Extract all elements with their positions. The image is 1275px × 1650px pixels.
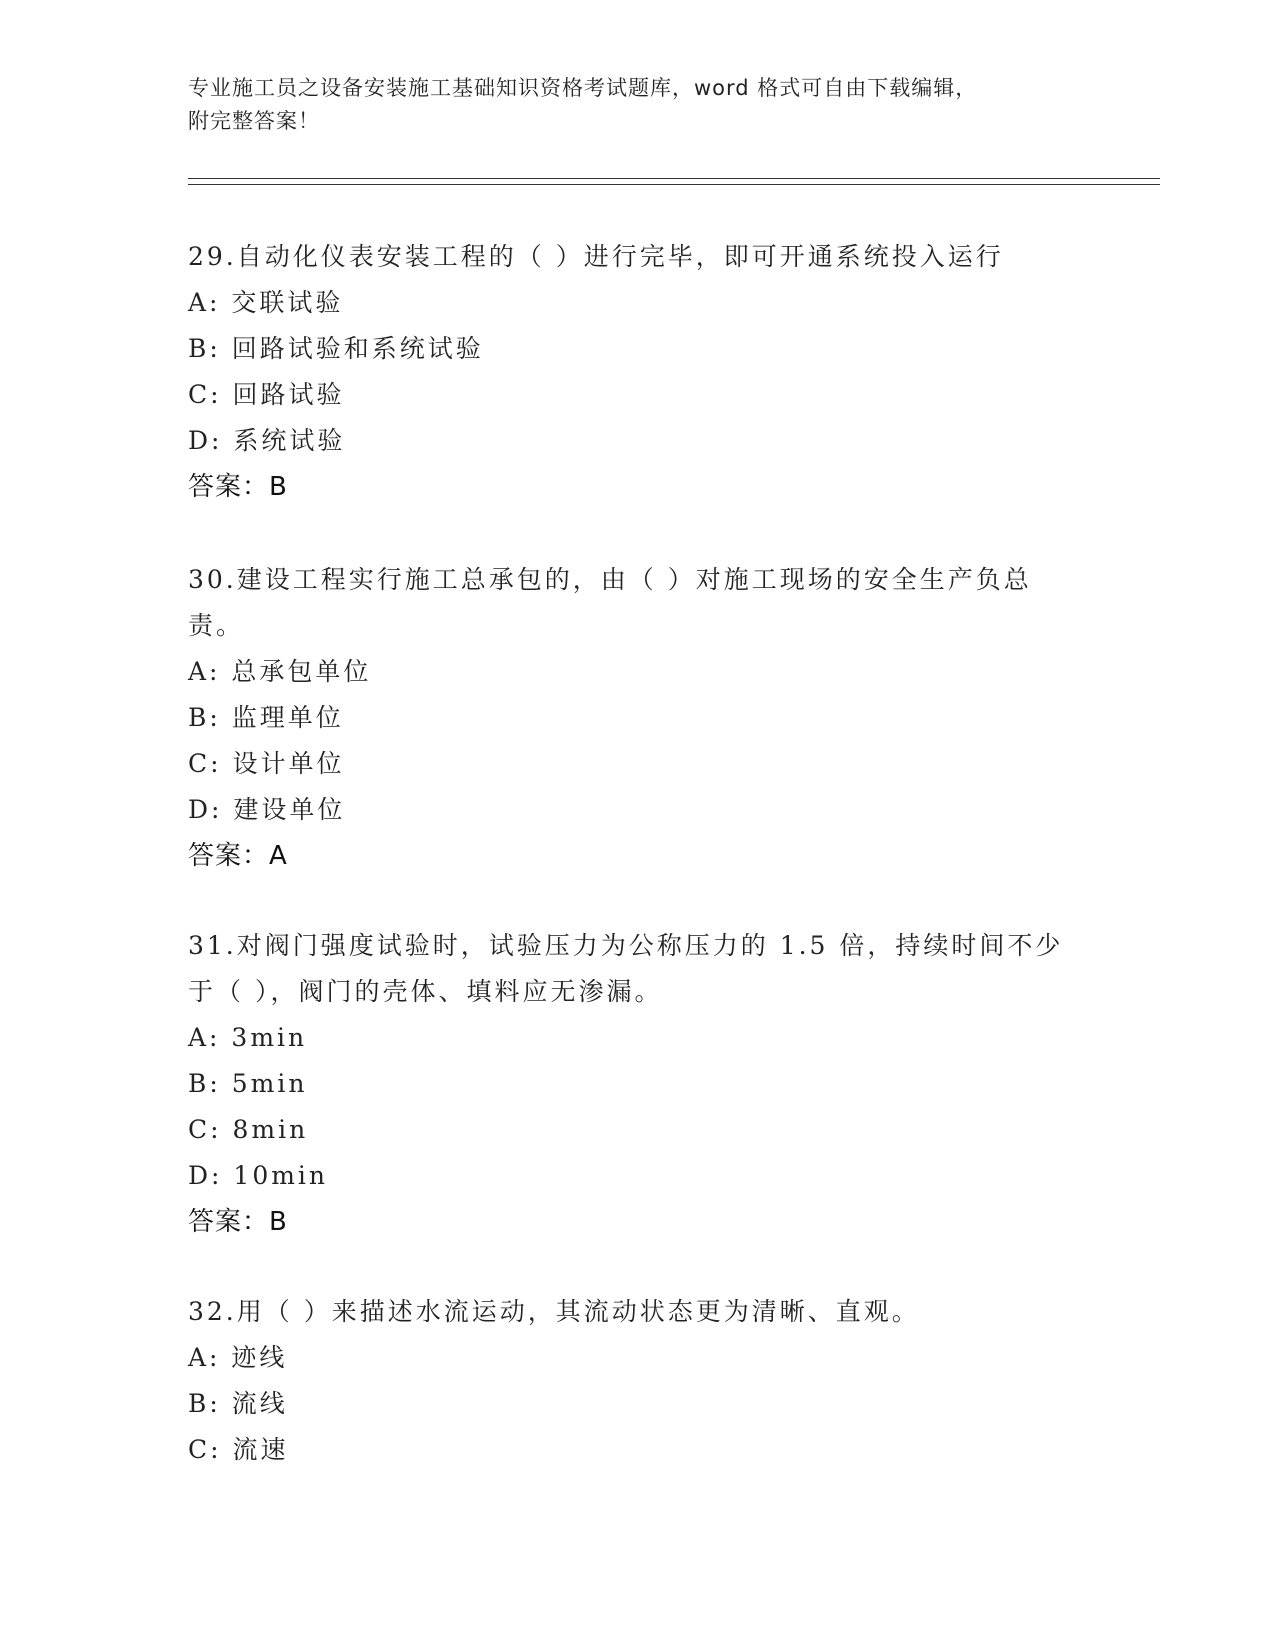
option-b: B: 5min bbox=[188, 1069, 308, 1098]
question-stem: 31.对阀门强度试验时，试验压力为公称压力的 1.5 倍，持续时间不少 bbox=[188, 931, 1064, 960]
option-d: D: 10min bbox=[188, 1161, 329, 1190]
option-a: A: 迹线 bbox=[188, 1343, 288, 1372]
header-line-1: 专业施工员之设备安装施工基础知识资格考试题库，word 格式可自由下载编辑， bbox=[188, 76, 978, 100]
option-d: D: 建设单位 bbox=[188, 795, 346, 824]
option-c: C: 回路试验 bbox=[188, 380, 345, 409]
option-b: B: 监理单位 bbox=[188, 703, 344, 732]
answer-line: 答案：B bbox=[188, 472, 288, 502]
question-30 bbox=[188, 557, 1088, 879]
question-stem-continued: 责。 bbox=[188, 611, 245, 640]
option-c: C: 流速 bbox=[188, 1435, 289, 1464]
question-31 bbox=[188, 923, 1088, 1245]
question-stem-continued: 于（ ），阀门的壳体、填料应无渗漏。 bbox=[188, 977, 663, 1006]
option-a: A: 交联试验 bbox=[188, 288, 344, 317]
answer-line: 答案：B bbox=[188, 1207, 288, 1237]
option-d: D: 系统试验 bbox=[188, 426, 346, 455]
question-stem: 30.建设工程实行施工总承包的，由（ ）对施工现场的安全生产负总 bbox=[188, 565, 1032, 594]
header-line-2: 附完整答案！ bbox=[188, 109, 320, 133]
option-c: C: 8min bbox=[188, 1115, 309, 1144]
answer-line: 答案：A bbox=[188, 841, 288, 871]
option-a: A: 总承包单位 bbox=[188, 657, 372, 686]
question-stem: 32.用（ ）来描述水流运动，其流动状态更为清晰、直观。 bbox=[188, 1297, 920, 1326]
question-32 bbox=[188, 1289, 1088, 1473]
question-stem: 29.自动化仪表安装工程的（ ）进行完毕，即可开通系统投入运行 bbox=[188, 242, 1004, 271]
header-divider-top bbox=[188, 178, 1160, 179]
option-b: B: 流线 bbox=[188, 1389, 288, 1418]
option-c: C: 设计单位 bbox=[188, 749, 345, 778]
question-29 bbox=[188, 234, 1088, 510]
header-divider-bottom bbox=[188, 184, 1160, 185]
option-a: A: 3min bbox=[188, 1023, 308, 1052]
document-header bbox=[188, 72, 1088, 138]
option-b: B: 回路试验和系统试验 bbox=[188, 334, 484, 363]
